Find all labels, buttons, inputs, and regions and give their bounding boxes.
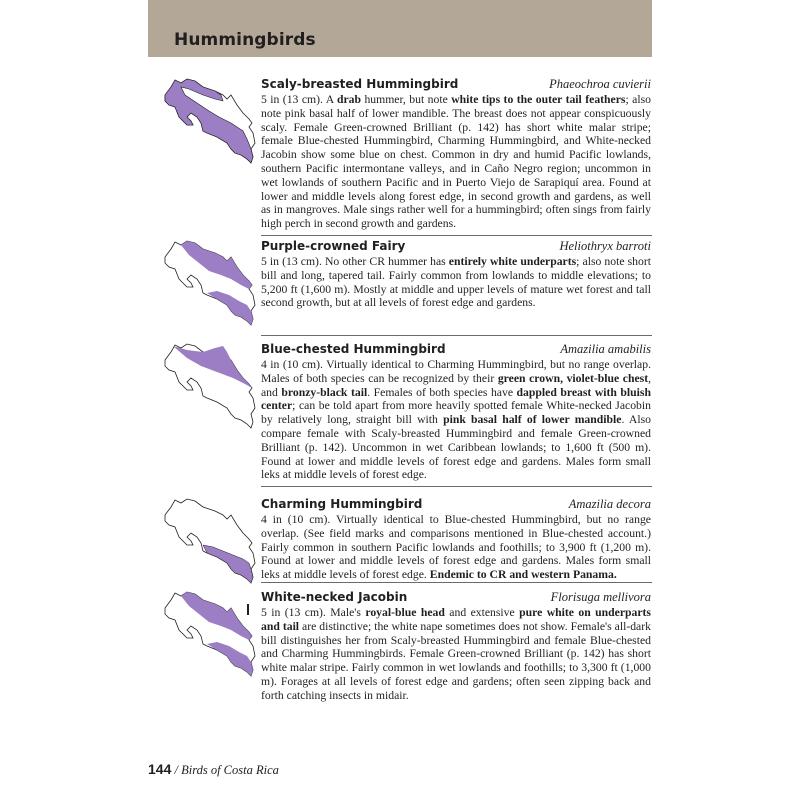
field-mark-emphasis: drab	[336, 93, 361, 106]
range-map-icon	[157, 590, 257, 682]
scientific-name: Amazilia amabilis	[560, 342, 651, 356]
section-title: Hummingbirds	[174, 30, 316, 50]
field-mark-emphasis: pure white on underparts and tail	[261, 606, 651, 633]
page-footer	[148, 761, 279, 778]
common-name: Blue-chested Hummingbird	[261, 342, 446, 356]
species-description: 5 in (13 cm). No other CR hummer has entirely white underparts; also note short bill and long, tapered tail. Fairly common from lowlands to middle elevations; to 5,200 ft (1,600 m). Mostly at middle and upper levels of mature wet forest and tall second growth, but at all levels of forest edge and gardens.	[261, 255, 651, 310]
entry-title-row	[261, 497, 651, 512]
book-title: / Birds of Costa Rica	[171, 763, 279, 777]
divider-rule	[261, 582, 652, 583]
entry-title-row	[261, 342, 651, 357]
field-mark-emphasis: Endemic to CR and western Panama.	[429, 568, 617, 582]
field-mark-emphasis: bronzy-black tail	[281, 385, 368, 399]
common-name: White-necked Jacobin	[261, 590, 408, 604]
page-number: 144	[148, 761, 172, 777]
scientific-name: Phaeochroa cuvierii	[549, 77, 651, 91]
field-mark-emphasis: royal-blue head	[365, 606, 445, 619]
field-mark-emphasis: white tips to the outer tail feathers	[451, 93, 626, 106]
range-map-icon	[157, 342, 257, 434]
species-description: 5 in (13 cm). Male's royal-blue head and extensive pure white on underparts and tail are distinctive; the white nape sometimes does not show. Female's all-dark bill distinguishes her from Scaly-breasted Hummingbird and female Blue-chested and Charming Hummingbirds. Female Green-crowned Brilliant (p. 142) has short white malar stripe. Fairly common in wet lowlands and foothills; to 3,300 ft (1,000 m). Forages at all levels of forest edge and gardens; often seen zipping back and forth catching insects in midair.	[261, 606, 651, 702]
species-description: 4 in (10 cm). Virtually identical to Blue-chested Hummingbird, but no range overlap. (See field marks and comparisons mentioned in Blue-chested account.) Fairly common in southern Pacific lowlands and foothills; to 3,900 ft (1,200 m). Found at lower and middle levels of forest edge and gardens. Males form small leks at middle levels of forest edge. Endemic to CR and western Panama.	[261, 513, 651, 582]
species-description: 4 in (10 cm). Virtually identical to Charming Hummingbird, but no range overlap. Males of both species can be recognized by their green crown, violet-blue chest, and bronzy-black tail. Females of both species have dappled breast with bluish center; can be told apart from more heavily spotted female White-necked Jacobin by relatively long, straight bill with pink basal half of lower mandible. Also compare female with Scaly-breasted Hummingbird and female Green-crowned Brilliant (p. 142). Uncommon in wet Caribbean lowlands; to 1,600 ft (500 m). Found at lower and middle levels of forest edge and gardens. Males form small leks at middle levels of forest edge.	[261, 358, 652, 482]
divider-rule	[261, 335, 652, 336]
species-description: 5 in (13 cm). A drab hummer, but note white tips to the outer tail feathers; also note pink basal half of lower mandible. The breast does not appear conspicuously scaly. Female Green-crowned Brilliant (p. 142) has short white malar stripe; female Blue-chested Hummingbird, Charming Hummingbird, and White-necked Jacobin show some blue on chest. Common in dry and humid Pacific lowlands, southern Pacific intermontane valleys, and in Caño Negro region; uncommon in wet lowlands of southern Pacific and in Puerto Viejo de Sarapiquí area. Found at lower and middle levels along forest edge, in second growth and gardens, as well as in mangroves. Male sings rather well for a hummingbird; often sings from fairly high perch in second growth and gardens.	[261, 93, 651, 231]
field-mark-emphasis: pink basal half of lower mandible	[443, 413, 622, 427]
common-name: Scaly-breasted Hummingbird	[261, 77, 459, 91]
section-header-band	[148, 0, 652, 57]
field-mark-emphasis: entirely white underparts	[448, 255, 577, 268]
common-name: Purple-crowned Fairy	[261, 239, 406, 253]
field-mark-emphasis: green crown, violet-blue chest	[497, 371, 649, 385]
entry-title-row	[261, 590, 651, 605]
range-map-icon	[157, 239, 257, 331]
map-marker	[247, 604, 249, 615]
divider-rule	[261, 486, 652, 487]
field-mark-emphasis: dappled breast with bluish center	[261, 385, 651, 413]
scientific-name: Florisuga mellivora	[550, 590, 651, 604]
scientific-name: Heliothryx barroti	[559, 239, 651, 253]
divider-rule	[261, 235, 652, 236]
scientific-name: Amazilia decora	[568, 497, 651, 511]
entry-title-row	[261, 239, 651, 254]
entry-title-row	[261, 77, 651, 92]
common-name: Charming Hummingbird	[261, 497, 423, 511]
range-map-icon	[157, 77, 257, 169]
range-map-icon	[157, 497, 257, 589]
